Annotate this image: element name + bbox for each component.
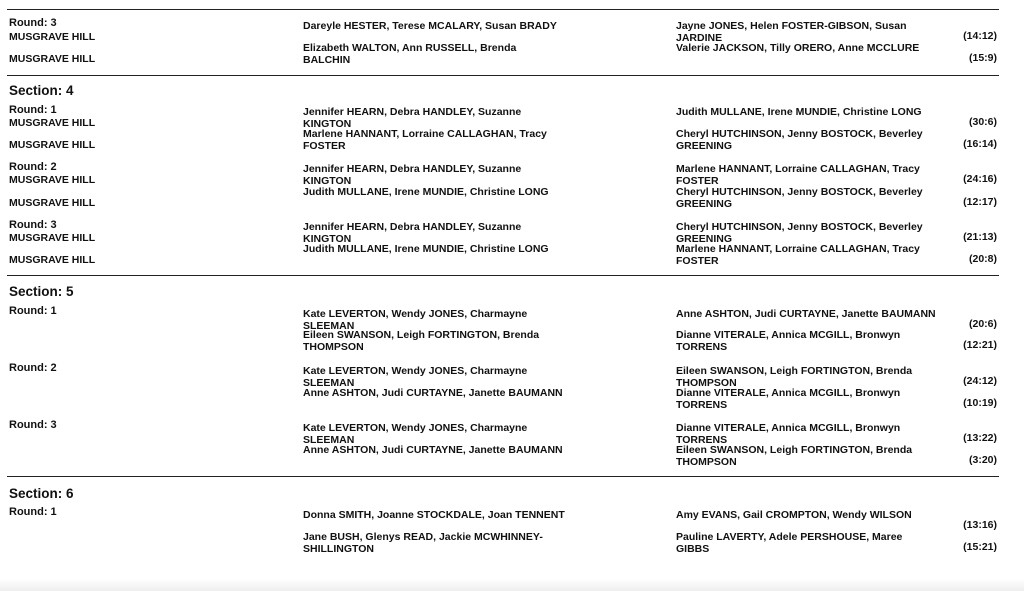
team-b-players: Cheryl HUTCHINSON, Jenny BOSTOCK, Beverley GREENING: [676, 186, 923, 210]
page-bottom-shade: [0, 579, 1024, 591]
match-score: (13:22): [963, 432, 997, 444]
section-heading: Section: 6: [9, 486, 74, 501]
team-a-players: Jennifer HEARN, Debra HANDLEY, Suzanne KINGTON: [303, 163, 522, 187]
team-b-players: Cheryl HUTCHINSON, Jenny BOSTOCK, Beverley GREENING: [676, 128, 923, 152]
team-a-players: Judith MULLANE, Irene MUNDIE, Christine LONG: [303, 243, 549, 255]
team-a-players: Anne ASHTON, Judi CURTAYNE, Janette BAUMANN: [303, 387, 563, 399]
venue-name: MUSGRAVE HILL: [9, 53, 96, 65]
team-a-players: Eileen SWANSON, Leigh FORTINGTON, Brenda THOMPSON: [303, 329, 540, 353]
team-a-players: Kate LEVERTON, Wendy JONES, Charmayne SLEEMAN: [303, 365, 528, 389]
section-divider: [7, 75, 999, 76]
team-b-players: Valerie JACKSON, Tilly ORERO, Anne MCCLURE: [676, 42, 920, 54]
match-score: (16:14): [963, 138, 997, 150]
match-score: (12:21): [963, 339, 997, 351]
team-a-players: Kate LEVERTON, Wendy JONES, Charmayne SLEEMAN: [303, 422, 528, 446]
team-a-players: Kate LEVERTON, Wendy JONES, Charmayne SLEEMAN: [303, 308, 528, 332]
team-a-players: Elizabeth WALTON, Ann RUSSELL, Brenda BALCHIN: [303, 42, 517, 66]
round-label: Round: 3: [9, 17, 57, 29]
team-b-players: Judith MULLANE, Irene MUNDIE, Christine LONG: [676, 106, 922, 118]
section-divider: [7, 476, 999, 477]
team-a-players: Anne ASHTON, Judi CURTAYNE, Janette BAUMANN: [303, 444, 563, 456]
team-a-players: Dareyle HESTER, Terese MCALARY, Susan BRADY: [303, 20, 557, 32]
venue-name: MUSGRAVE HILL: [9, 31, 96, 43]
match-score: (24:16): [963, 173, 997, 185]
team-a-players: Jennifer HEARN, Debra HANDLEY, Suzanne KINGTON: [303, 221, 522, 245]
venue-name: MUSGRAVE HILL: [9, 117, 96, 129]
round-label: Round: 1: [9, 104, 57, 116]
team-b-players: Dianne VITERALE, Annica MCGILL, Bronwyn TORRENS: [676, 422, 901, 446]
team-a-players: Donna SMITH, Joanne STOCKDALE, Joan TENNENT: [303, 509, 565, 521]
team-b-players: Marlene HANNANT, Lorraine CALLAGHAN, Tracy FOSTER: [676, 163, 920, 187]
team-b-players: Dianne VITERALE, Annica MCGILL, Bronwyn TORRENS: [676, 329, 901, 353]
round-label: Round: 3: [9, 219, 57, 231]
match-score: (10:19): [963, 397, 997, 409]
match-score: (12:17): [963, 196, 997, 208]
team-a-players: Jennifer HEARN, Debra HANDLEY, Suzanne KINGTON: [303, 106, 522, 130]
team-b-players: Eileen SWANSON, Leigh FORTINGTON, Brenda THOMPSON: [676, 444, 913, 468]
round-label: Round: 1: [9, 305, 57, 317]
section-heading: Section: 4: [9, 83, 74, 98]
round-label: Round: 2: [9, 161, 57, 173]
team-b-players: Eileen SWANSON, Leigh FORTINGTON, Brenda THOMPSON: [676, 365, 913, 389]
match-score: (20:8): [968, 253, 997, 265]
match-score: (21:13): [963, 231, 997, 243]
team-b-players: Jayne JONES, Helen FOSTER-GIBSON, Susan JARDINE: [676, 20, 907, 44]
match-score: (30:6): [968, 116, 997, 128]
team-a-players: Judith MULLANE, Irene MUNDIE, Christine LONG: [303, 186, 549, 198]
section-divider: [7, 9, 999, 10]
venue-name: MUSGRAVE HILL: [9, 232, 96, 244]
round-label: Round: 3: [9, 419, 57, 431]
team-b-players: Pauline LAVERTY, Adele PERSHOUSE, Maree GIBBS: [676, 531, 903, 555]
team-b-players: Amy EVANS, Gail CROMPTON, Wendy WILSON: [676, 509, 912, 521]
round-label: Round: 1: [9, 506, 57, 518]
team-b-players: Marlene HANNANT, Lorraine CALLAGHAN, Tracy FOSTER: [676, 243, 920, 267]
match-score: (24:12): [963, 375, 997, 387]
venue-name: MUSGRAVE HILL: [9, 174, 96, 186]
match-score: (20:6): [968, 318, 997, 330]
match-score: (15:9): [968, 52, 997, 64]
venue-name: MUSGRAVE HILL: [9, 254, 96, 266]
team-a-players: Marlene HANNANT, Lorraine CALLAGHAN, Tracy FOSTER: [303, 128, 547, 152]
team-a-players: Jane BUSH, Glenys READ, Jackie MCWHINNEY-SHILLINGTON: [303, 531, 543, 555]
team-b-players: Anne ASHTON, Judi CURTAYNE, Janette BAUMANN: [676, 308, 936, 320]
section-divider: [7, 275, 999, 276]
match-score: (3:20): [968, 454, 997, 466]
match-score: (15:21): [963, 541, 997, 553]
section-heading: Section: 5: [9, 284, 74, 299]
venue-name: MUSGRAVE HILL: [9, 197, 96, 209]
round-label: Round: 2: [9, 362, 57, 374]
team-b-players: Dianne VITERALE, Annica MCGILL, Bronwyn TORRENS: [676, 387, 901, 411]
match-score: (14:12): [963, 30, 997, 42]
venue-name: MUSGRAVE HILL: [9, 139, 96, 151]
match-score: (13:16): [963, 519, 997, 531]
team-b-players: Cheryl HUTCHINSON, Jenny BOSTOCK, Beverley GREENING: [676, 221, 923, 245]
